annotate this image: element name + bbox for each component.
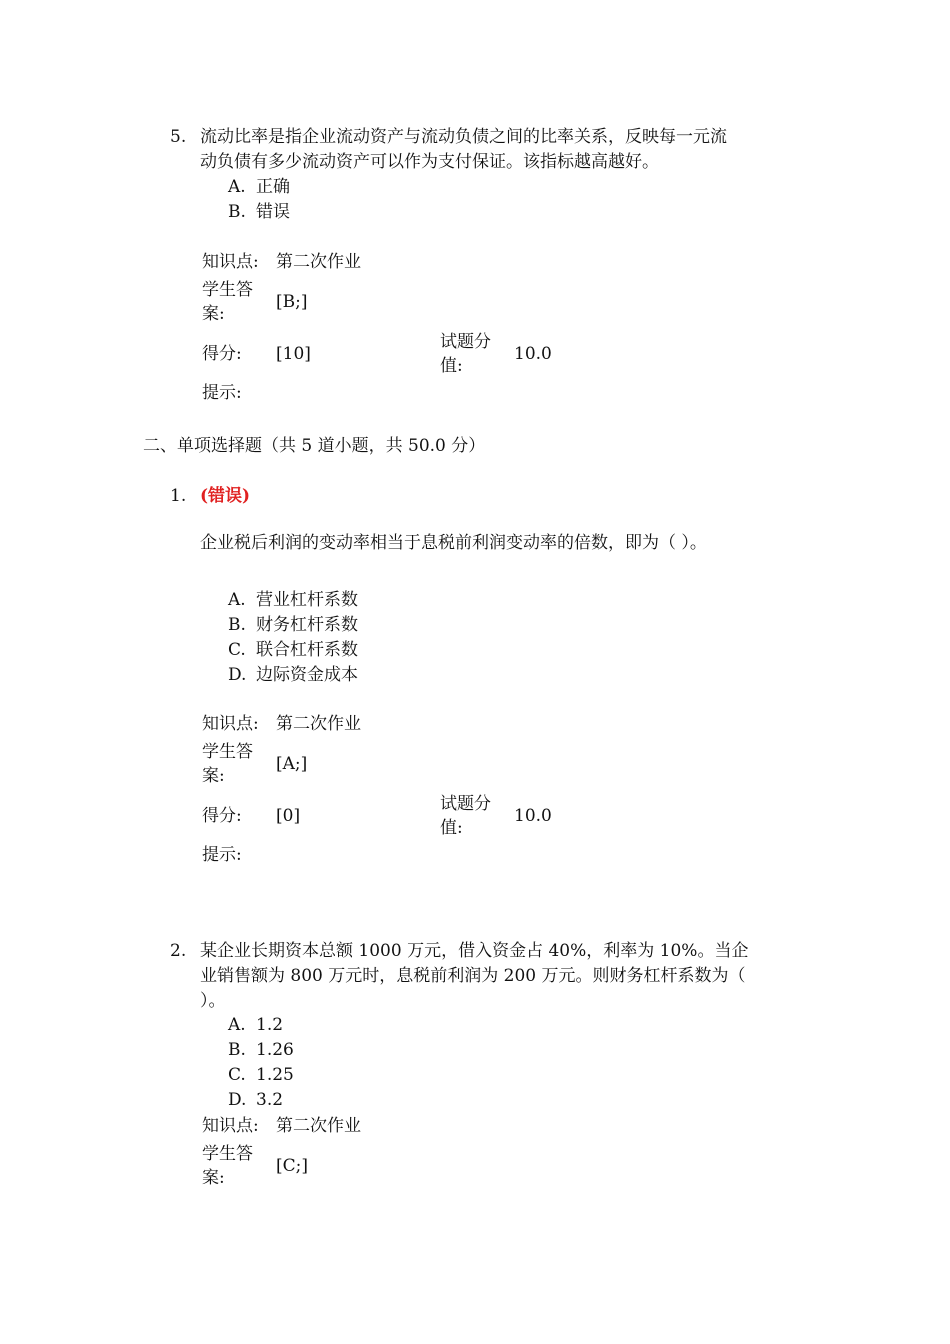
option-letter: B.: [228, 1040, 246, 1060]
option-letter: C.: [228, 640, 246, 660]
option-text: 财务杠杆系数: [256, 615, 358, 635]
option-letter: B.: [228, 615, 246, 635]
section-heading: 二、单项选择题（共 5 道小题，共 50.0 分）: [143, 436, 486, 456]
option-text: 错误: [256, 202, 290, 222]
knowledge-label: 知识点:: [202, 252, 259, 272]
option-letter: D.: [228, 665, 247, 685]
knowledge-label: 知识点:: [202, 714, 259, 734]
option-letter: A.: [228, 1015, 246, 1035]
score-value: [10]: [276, 344, 311, 364]
answer-value: [C;]: [276, 1156, 308, 1176]
option-text: 1.25: [256, 1065, 294, 1085]
knowledge-value: 第二次作业: [276, 1116, 361, 1136]
answer-value: [A;]: [276, 754, 308, 774]
option-b: [228, 200, 290, 225]
answer-value: [B;]: [276, 292, 308, 312]
option-text: 营业杠杆系数: [256, 590, 358, 610]
score-label: 得分:: [202, 806, 242, 826]
question-text-line: ）。: [200, 991, 226, 1011]
option-text: 1.2: [256, 1015, 284, 1035]
answer-label: 学生答: [202, 1144, 253, 1164]
question-text-line: 业销售额为 800 万元时，息税前利润为 200 万元。则财务杠杆系数为（: [200, 966, 746, 986]
option-letter: A.: [228, 590, 246, 610]
question-text-line: 动负债有多少流动资产可以作为支付保证。该指标越高越好。: [200, 152, 659, 172]
question-number: 5.: [170, 127, 187, 147]
question-text-line: 流动比率是指企业流动资产与流动负债之间的比率关系，反映每一元流: [200, 127, 727, 147]
option-a: [228, 1013, 283, 1038]
points-label: 试题分: [440, 332, 491, 352]
hint-label: 提示:: [202, 845, 242, 865]
option-a: [228, 588, 358, 613]
question-number: 1.: [170, 486, 187, 506]
option-c: [228, 638, 358, 663]
option-d: [228, 1088, 283, 1113]
score-value: [0]: [276, 806, 301, 826]
option-c: [228, 1063, 294, 1088]
knowledge-value: 第二次作业: [276, 252, 361, 272]
option-text: 3.2: [256, 1090, 284, 1110]
answer-label-cont: 案:: [202, 304, 225, 324]
option-letter: D.: [228, 1090, 247, 1110]
option-d: [228, 663, 358, 688]
option-text: 1.26: [256, 1040, 294, 1060]
points-value: 10.0: [514, 806, 552, 826]
option-text: 联合杠杆系数: [256, 640, 358, 660]
status-badge: (错误): [200, 486, 251, 506]
option-letter: B.: [228, 202, 246, 222]
answer-label: 学生答: [202, 742, 253, 762]
points-label-cont: 值:: [440, 818, 463, 838]
hint-label: 提示:: [202, 383, 242, 403]
question-number: 2.: [170, 941, 187, 961]
points-value: 10.0: [514, 344, 552, 364]
knowledge-label: 知识点:: [202, 1116, 259, 1136]
option-b: [228, 1038, 294, 1063]
answer-label: 学生答: [202, 280, 253, 300]
answer-label-cont: 案:: [202, 766, 225, 786]
option-a: [228, 175, 290, 200]
option-letter: A.: [228, 177, 246, 197]
knowledge-value: 第二次作业: [276, 714, 361, 734]
points-label-cont: 值:: [440, 356, 463, 376]
points-label: 试题分: [440, 794, 491, 814]
question-text-line: 某企业长期资本总额 1000 万元，借入资金占 40%，利率为 10%。当企: [200, 941, 749, 961]
option-b: [228, 613, 358, 638]
option-letter: C.: [228, 1065, 246, 1085]
answer-label-cont: 案:: [202, 1168, 225, 1188]
option-text: 边际资金成本: [256, 665, 358, 685]
score-label: 得分:: [202, 344, 242, 364]
option-text: 正确: [256, 177, 290, 197]
question-text: 企业税后利润的变动率相当于息税前利润变动率的倍数，即为（ ）。: [200, 533, 707, 553]
